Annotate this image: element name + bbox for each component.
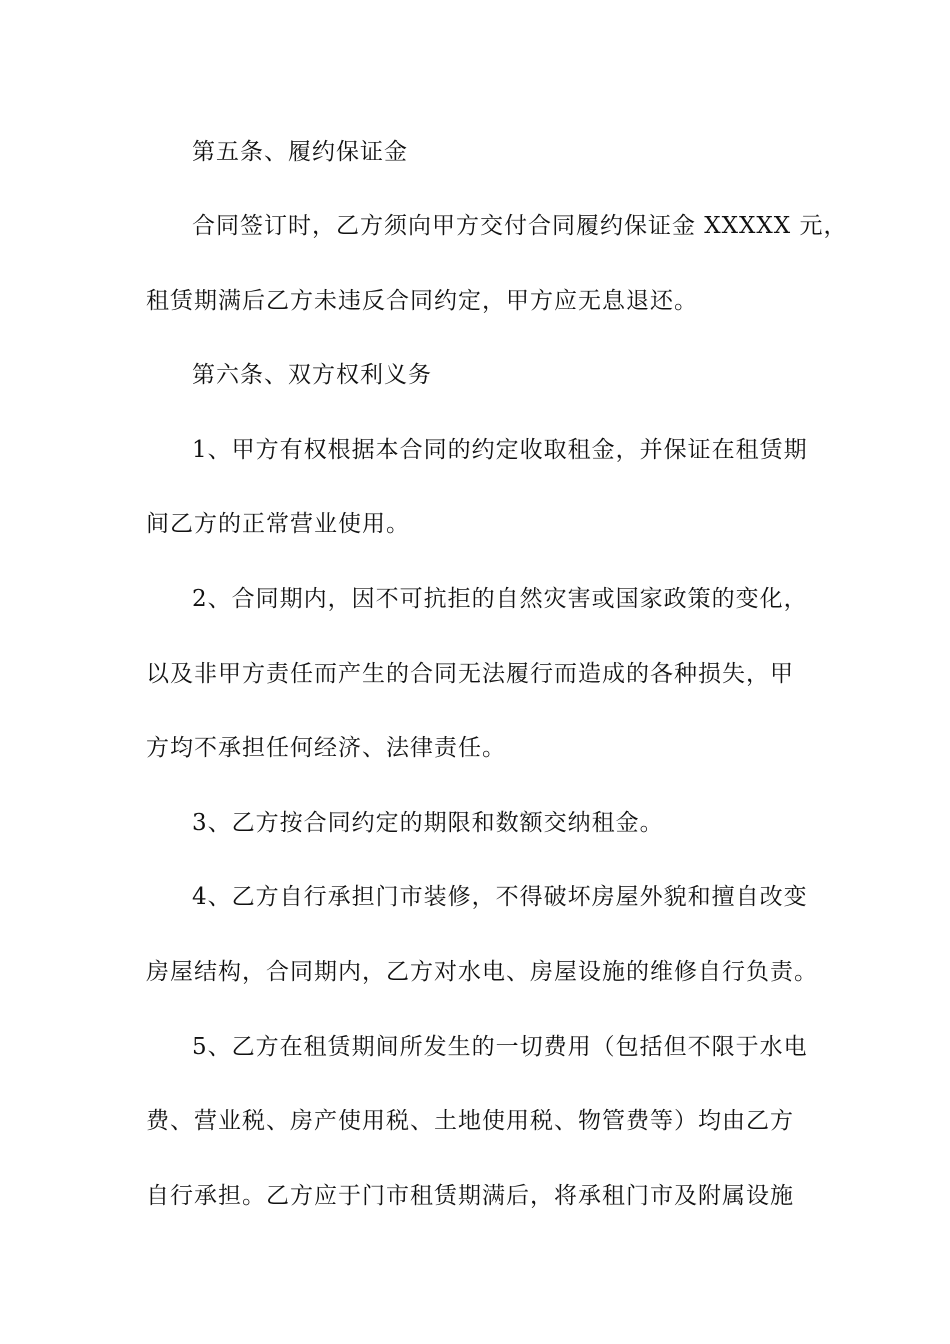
paragraph-line: 方均不承担任何经济、法律责任。 xyxy=(146,735,506,761)
paragraph-line: 间乙方的正常营业使用。 xyxy=(146,511,410,537)
paragraph-line: 3、乙方按合同约定的期限和数额交纳租金。 xyxy=(192,810,664,836)
section-heading-5: 第五条、履约保证金 xyxy=(192,139,408,165)
paragraph-line: 4、乙方自行承担门市装修，不得破坏房屋外貌和擅自改变 xyxy=(192,884,808,910)
paragraph-line: 1、甲方有权根据本合同的约定收取租金，并保证在租赁期 xyxy=(192,437,808,463)
paragraph-line: 房屋结构，合同期内，乙方对水电、房屋设施的维修自行负责。 xyxy=(146,959,818,985)
paragraph-line: 5、乙方在租赁期间所发生的一切费用（包括但不限于水电 xyxy=(192,1034,808,1060)
paragraph-line: 费、营业税、房产使用税、土地使用税、物管费等）均由乙方 xyxy=(146,1108,794,1134)
paragraph-line: 合同签订时，乙方须向甲方交付合同履约保证金 XXXXX 元， xyxy=(192,213,848,239)
paragraph-line: 租赁期满后乙方未违反合同约定，甲方应无息退还。 xyxy=(146,288,698,314)
paragraph-line: 以及非甲方责任而产生的合同无法履行而造成的各种损失，甲 xyxy=(146,661,794,687)
section-heading-6: 第六条、双方权利义务 xyxy=(192,362,432,388)
paragraph-line: 自行承担。乙方应于门市租赁期满后，将承租门市及附属设施 xyxy=(146,1183,794,1209)
paragraph-line: 2、合同期内，因不可抗拒的自然灾害或国家政策的变化， xyxy=(192,586,808,612)
